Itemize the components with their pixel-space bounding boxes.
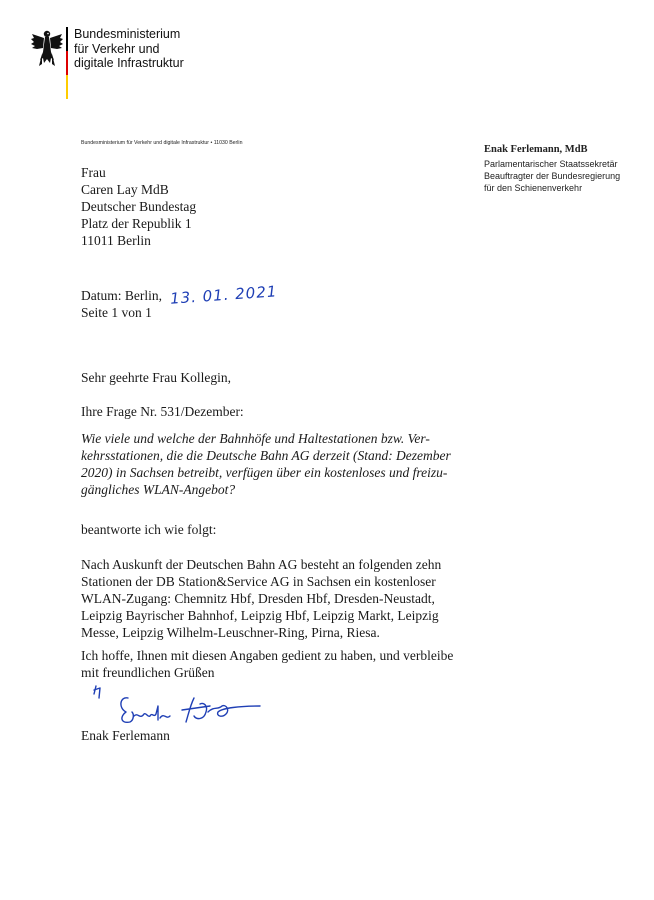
sender-title-line: Parlamentarischer Staatssekretär bbox=[484, 159, 618, 169]
page-number: Seite 1 von 1 bbox=[81, 305, 152, 320]
answer-line: Stationen der DB Station&Service AG in Sachsen ein kostenloser bbox=[81, 574, 436, 589]
federal-eagle-icon bbox=[30, 28, 64, 68]
flag-black-stripe bbox=[66, 27, 68, 51]
date-label: Datum: Berlin, bbox=[81, 288, 162, 303]
recipient-line: Caren Lay MdB bbox=[81, 182, 169, 197]
sender-block bbox=[484, 144, 620, 194]
answer-intro: beantworte ich wie folgt: bbox=[81, 522, 217, 537]
ministry-line: Bundesministerium bbox=[74, 27, 181, 41]
recipient-line: Frau bbox=[81, 165, 106, 180]
question-line: 2020) in Sachsen betreibt, verfügen über ein kostenloses und freizu- bbox=[81, 465, 448, 480]
sender-name: Enak Ferlemann, MdB bbox=[484, 144, 588, 155]
ministry-line: digitale Infrastruktur bbox=[74, 56, 184, 70]
question-line: kehrsstationen, die die Deutsche Bahn AG derzeit (Stand: Dezember bbox=[81, 448, 451, 463]
sender-title-line: Beauftragter der Bundesregierung bbox=[484, 171, 621, 181]
flag-red-stripe bbox=[66, 51, 68, 75]
answer-line: WLAN-Zugang: Chemnitz Hbf, Dresden Hbf, Dresden-Neustadt, bbox=[81, 591, 435, 606]
question-text bbox=[81, 430, 451, 498]
flag-gold-stripe bbox=[66, 75, 68, 99]
handwritten-signature bbox=[90, 676, 290, 730]
question-reference: Ihre Frage Nr. 531/Dezember: bbox=[81, 404, 244, 419]
sender-title-line: für den Schienenverkehr bbox=[484, 183, 583, 193]
date-line bbox=[81, 282, 278, 308]
salutation: Sehr geehrte Frau Kollegin, bbox=[81, 370, 231, 385]
ministry-line: für Verkehr und bbox=[74, 41, 160, 56]
answer-line: Leipzig Bayrischer Bahnhof, Leipzig Hbf, Leipzig Markt, Leipzig bbox=[81, 608, 439, 623]
return-address-line: Bundesministerium für Verkehr und digitale Infrastruktur • 11030 Berlin bbox=[81, 140, 243, 146]
recipient-line: Platz der Republik 1 bbox=[81, 216, 192, 231]
closing-line: mit freundlichen Grüßen bbox=[81, 665, 215, 680]
signer-name: Enak Ferlemann bbox=[81, 728, 170, 743]
question-line: Wie viele und welche der Bahnhöfe und Haltestationen bzw. Ver- bbox=[81, 431, 430, 446]
recipient-line: Deutscher Bundestag bbox=[81, 199, 197, 214]
handwritten-date: 13. 01. 2021 bbox=[169, 282, 278, 308]
answer-line: Nach Auskunft der Deutschen Bahn AG besteht an folgenden zehn bbox=[81, 557, 442, 572]
recipient-line: 11011 Berlin bbox=[81, 233, 151, 248]
signature-strokes bbox=[94, 686, 260, 722]
answer-text bbox=[81, 556, 441, 641]
flag-bar bbox=[66, 27, 68, 99]
ministry-name bbox=[74, 27, 184, 71]
question-line: gängliches WLAN-Angebot? bbox=[81, 482, 236, 497]
answer-line: Messe, Leipzig Wilhelm-Leuschner-Ring, Pirna, Riesa. bbox=[81, 625, 380, 640]
recipient-address bbox=[81, 164, 196, 249]
closing-line: Ich hoffe, Ihnen mit diesen Angaben gedient zu haben, und verbleibe bbox=[81, 648, 454, 663]
